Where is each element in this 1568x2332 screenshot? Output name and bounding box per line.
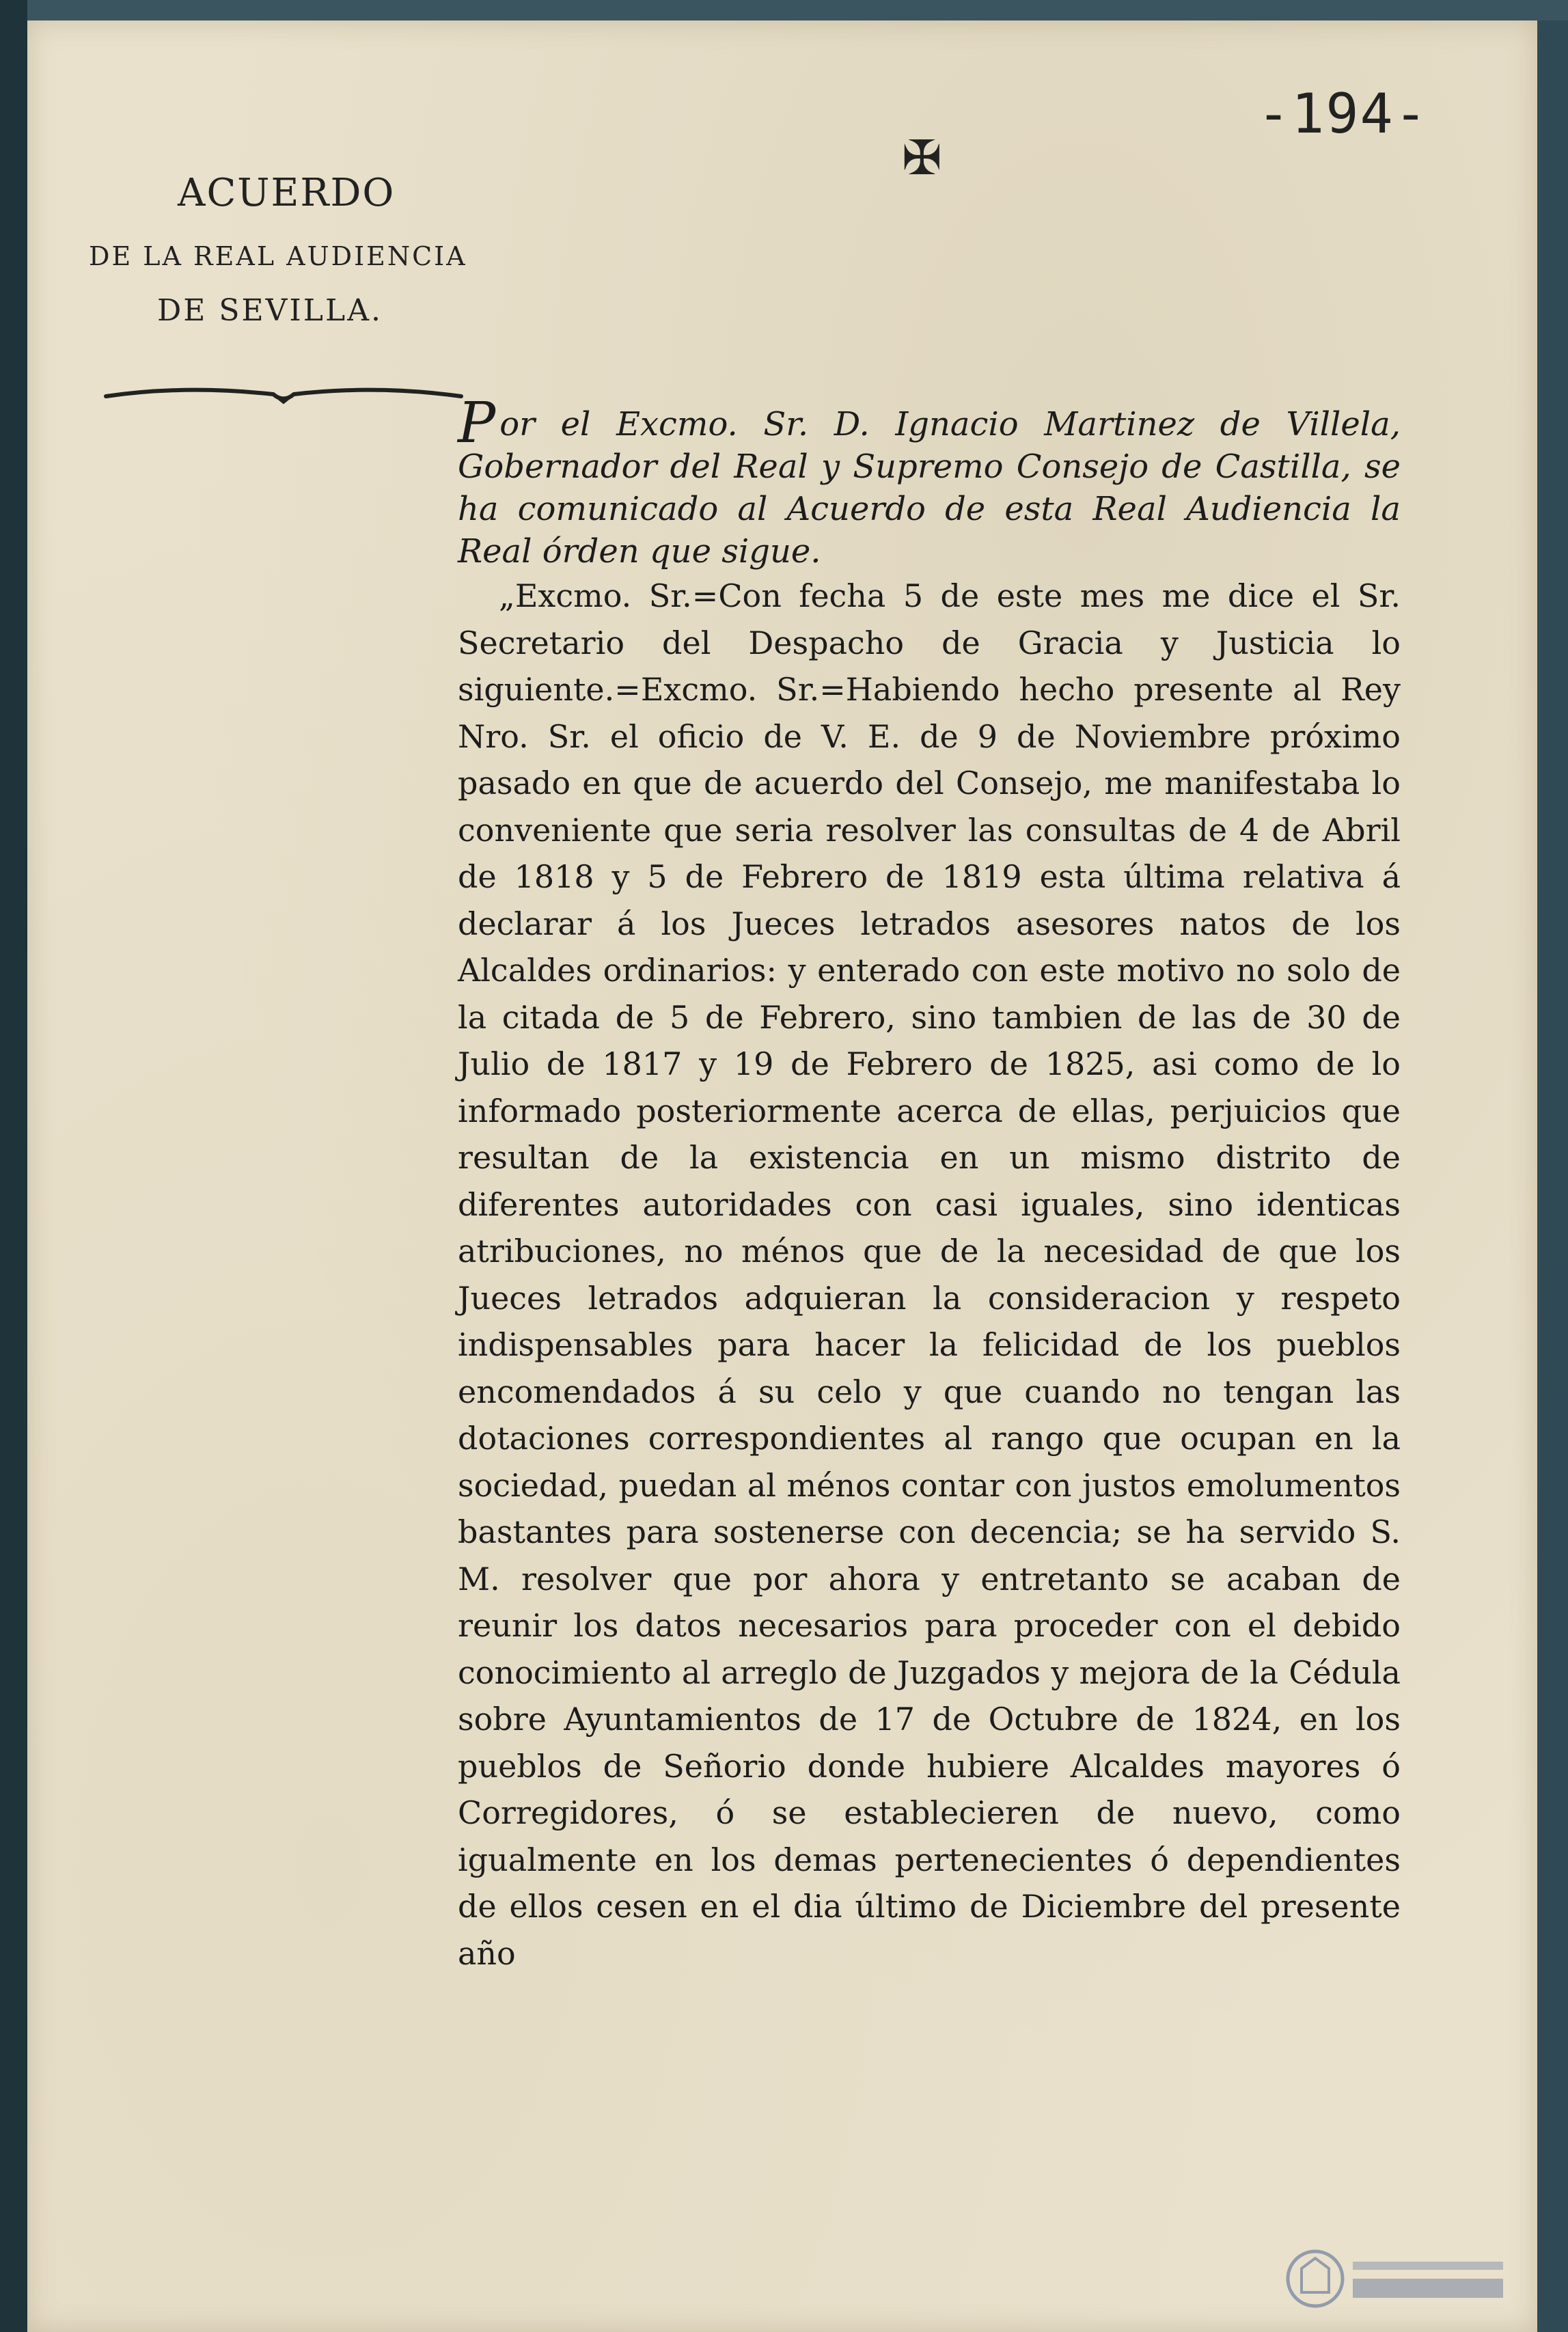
- handwritten-folio-number: -194-: [1257, 82, 1429, 146]
- document-body: [458, 391, 1401, 1977]
- bleed-through-text: [957, 137, 966, 172]
- heading-line-2: DE LA REAL AUDIENCIA: [89, 241, 467, 271]
- cross-icon: ✠: [902, 130, 942, 186]
- heading-line-3: DE SEVILLA.: [157, 293, 383, 328]
- drop-cap: P: [458, 391, 496, 456]
- archive-seal-logo-icon: [1278, 2241, 1510, 2316]
- scan-left-edge: [0, 0, 27, 2332]
- intro-paragraph: [458, 391, 1401, 573]
- heading-line-1: ACUERDO: [178, 171, 396, 215]
- intro-text: or el Excmo. Sr. D. Ignacio Martinez de Villela, Gobernador del Real y Supremo Consejo de Castilla, se ha comunicado al Acuerdo de esta Real Audiencia la Real órden que sigue.: [458, 405, 1401, 571]
- ornamental-flourish-icon: [102, 379, 465, 407]
- scan-top-edge: [0, 0, 1568, 20]
- main-paragraph: „Excmo. Sr.=Con fecha 5 de este mes me dice el Sr. Secretario del Despacho de Gracia y Justicia lo siguiente.=Excmo. Sr.=Habiendo hecho presente al Rey Nro. Sr. el oficio de V. E. de 9 de Noviembre próximo pasado en que de acuerdo del Consejo, me manifestaba lo conveniente que seria resolver las consultas de 4 de Abril de 1818 y 5 de Febrero de 1819 esta última relativa á declarar á los Jueces letrados asesores natos de los Alcaldes ordinarios: y enterado con este motivo no solo de la citada de 5 de Febrero, sino tambien de las de 30 de Julio de 1817 y 19 de Febrero de 1825, asi como de lo informado posteriormente acerca de ellas, perjuicios que resultan de la existencia en un mismo distrito de diferentes autoridades con casi iguales, sino identicas atribuciones, no ménos que de la necesidad de que los Jueces letrados adquieran la consideracion y respeto indispensables para hacer la felicidad de los pueblos encomendados á su celo y que cuando no tengan las dotaciones correspondientes al rango que ocupan en la sociedad, puedan al ménos contar con justos emolumentos bastantes para sostenerse con decencia; se ha servido S. M. resolver que por ahora y entretanto se acaban de reunir los datos necesarios para proceder con el debido conocimiento al arreglo de Juzgados y mejora de la Cédula sobre Ayuntamientos de 17 de Octubre de 1824, en los pueblos de Señorio donde hubiere Alcaldes mayores ó Corregidores, ó se establecieren de nuevo, como igualmente en los demas pertenecientes ó dependientes de ellos cesen en el dia último de Diciembre del presente año: [458, 577, 1401, 1972]
- document-heading: [89, 171, 471, 328]
